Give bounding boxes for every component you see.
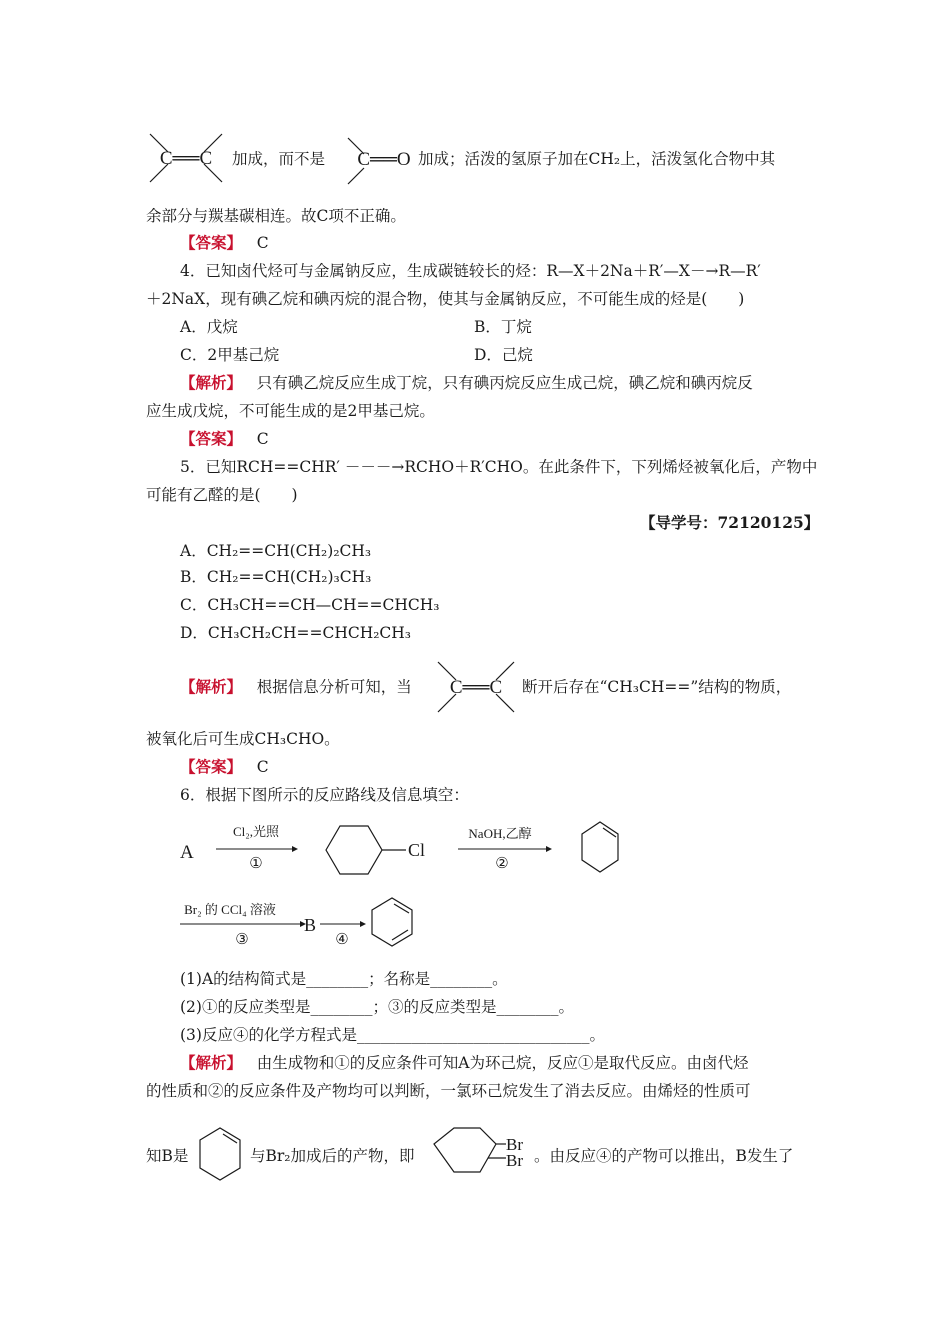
answer-label: 【答案】 — [180, 757, 243, 776]
c-o-double-bond-structure — [344, 134, 414, 190]
q6-analysis-line1 — [180, 1052, 749, 1074]
step3-number: ③ — [235, 932, 249, 948]
q6-subquestion-2: (2)①的反应类型是________；③的反应类型是________。 — [180, 998, 574, 1016]
step2-reagent: NaOH,乙醇 — [468, 826, 532, 841]
q3-tail-text-b: 加成；活泼的氢原子加在CH₂上，活泼氢化合物中其 — [418, 150, 776, 168]
q4-analysis-line1 — [180, 372, 753, 394]
q3-tail-line2: 余部分与羰基碳相连。故C项不正确。 — [146, 207, 406, 225]
chlorine-label: Cl — [408, 840, 426, 860]
q3-tail-text-a: 加成，而不是 — [232, 150, 326, 168]
q5-analysis-b: 断开后存在“CH₃CH==”结构的物质， — [522, 678, 792, 696]
answer-label: 【答案】 — [180, 429, 243, 448]
c-c-double-bond-structure — [146, 130, 226, 190]
c-o-label: C══O — [357, 149, 411, 170]
q5-option-d: D．CH₃CH₂CH==CHCH₂CH₃ — [180, 624, 412, 642]
q5-analysis-text: 根据信息分析可知，当 — [256, 678, 412, 696]
c-c-double-bond-structure — [434, 660, 518, 716]
bromine-label-2: Br — [506, 1151, 523, 1170]
answer-value: C — [256, 234, 269, 252]
q6-subquestion-1: (1)A的结构简式是________；名称是________。 — [180, 970, 508, 988]
q6-analysis-line3-a: 知B是 — [146, 1147, 189, 1165]
reaction-route-diagram — [170, 816, 650, 966]
cyclohexadiene-ring — [372, 898, 412, 946]
q4-answer-row — [180, 428, 269, 450]
q6-analysis-line3-c: 。由反应④的产物可以推出，B发生了 — [534, 1147, 794, 1165]
c-c-label: C══C — [449, 677, 503, 698]
q4-option-b: B．丁烷 — [474, 318, 532, 336]
step4-number: ④ — [335, 932, 349, 948]
q4-analysis-text: 只有碘乙烷反应生成丁烷，只有碘丙烷反应生成己烷，碘乙烷和碘丙烷反 — [256, 374, 753, 392]
q5-analysis-a — [180, 676, 412, 698]
q4-stem-line1: 4．已知卤代烃可与金属钠反应，生成碳链较长的烃：R—X＋2Na＋R′—X－→R—R′ — [180, 262, 761, 280]
answer-label: 【答案】 — [180, 233, 243, 252]
analysis-label: 【解析】 — [180, 373, 243, 392]
compound-b-label: B — [304, 915, 317, 935]
dibromocyclohexane-structure — [430, 1120, 530, 1190]
q3-answer-row — [180, 232, 269, 254]
cyclohexene-structure — [196, 1120, 246, 1190]
bromine-label-1: Br — [506, 1135, 523, 1154]
q6-stem: 6．根据下图所示的反应路线及信息填空： — [180, 786, 469, 804]
step2-number: ② — [495, 856, 509, 872]
q6-analysis-line3-b: 与Br₂加成后的产物，即 — [250, 1147, 415, 1165]
q4-stem-line2: ＋2NaX，现有碘乙烷和碘丙烷的混合物，使其与金属钠反应，不可能生成的烃是( ) — [146, 290, 745, 308]
q4-option-c: C．2甲基己烷 — [180, 346, 280, 364]
q5-guide-number: 【导学号：72120125】 — [640, 513, 820, 532]
cyclohexene-ring — [582, 822, 618, 872]
q6-analysis-line2: 的性质和②的反应条件及产物均可以判断，一氯环己烷发生了消去反应。由烯烃的性质可 — [146, 1082, 751, 1100]
q4-analysis-line2: 应生成戊烷，不可能生成的是2甲基己烷。 — [146, 402, 435, 420]
chlorocyclohexane-ring — [326, 826, 382, 874]
step1-reagent: Cl₂,光照 — [232, 824, 280, 839]
compound-a-label: A — [180, 842, 194, 863]
q5-answer-row — [180, 756, 269, 778]
q5-stem-line1: 5．已知RCH==CHR′ －－－→RCHO＋R′CHO。在此条件下，下列烯烃被氧化后，产物中 — [180, 458, 818, 476]
q5-option-a: A．CH₂==CH(CH₂)₂CH₃ — [180, 542, 372, 560]
step3-reagent: Br₂ 的 CCl₄ 溶液 — [184, 902, 276, 917]
q6-subquestion-3: (3)反应④的化学方程式是______________________________。 — [180, 1026, 605, 1044]
q4-option-a: A．戊烷 — [180, 318, 238, 336]
q4-option-d: D．己烷 — [474, 346, 533, 364]
q5-option-b: B．CH₂==CH(CH₂)₃CH₃ — [180, 568, 372, 586]
q5-option-c: C．CH₃CH==CH—CH==CHCH₃ — [180, 596, 440, 614]
q5-stem-line2: 可能有乙醛的是( ) — [146, 486, 298, 504]
answer-value: C — [256, 430, 269, 448]
q5-analysis-line2: 被氧化后可生成CH₃CHO。 — [146, 730, 340, 748]
step1-number: ① — [249, 856, 263, 872]
analysis-label: 【解析】 — [180, 1053, 243, 1072]
analysis-label: 【解析】 — [180, 677, 243, 696]
q6-analysis-text: 由生成物和①的反应条件可知A为环己烷，反应①是取代反应。由卤代烃 — [256, 1054, 749, 1072]
answer-value: C — [256, 758, 269, 776]
c-c-label: C══C — [159, 148, 213, 169]
